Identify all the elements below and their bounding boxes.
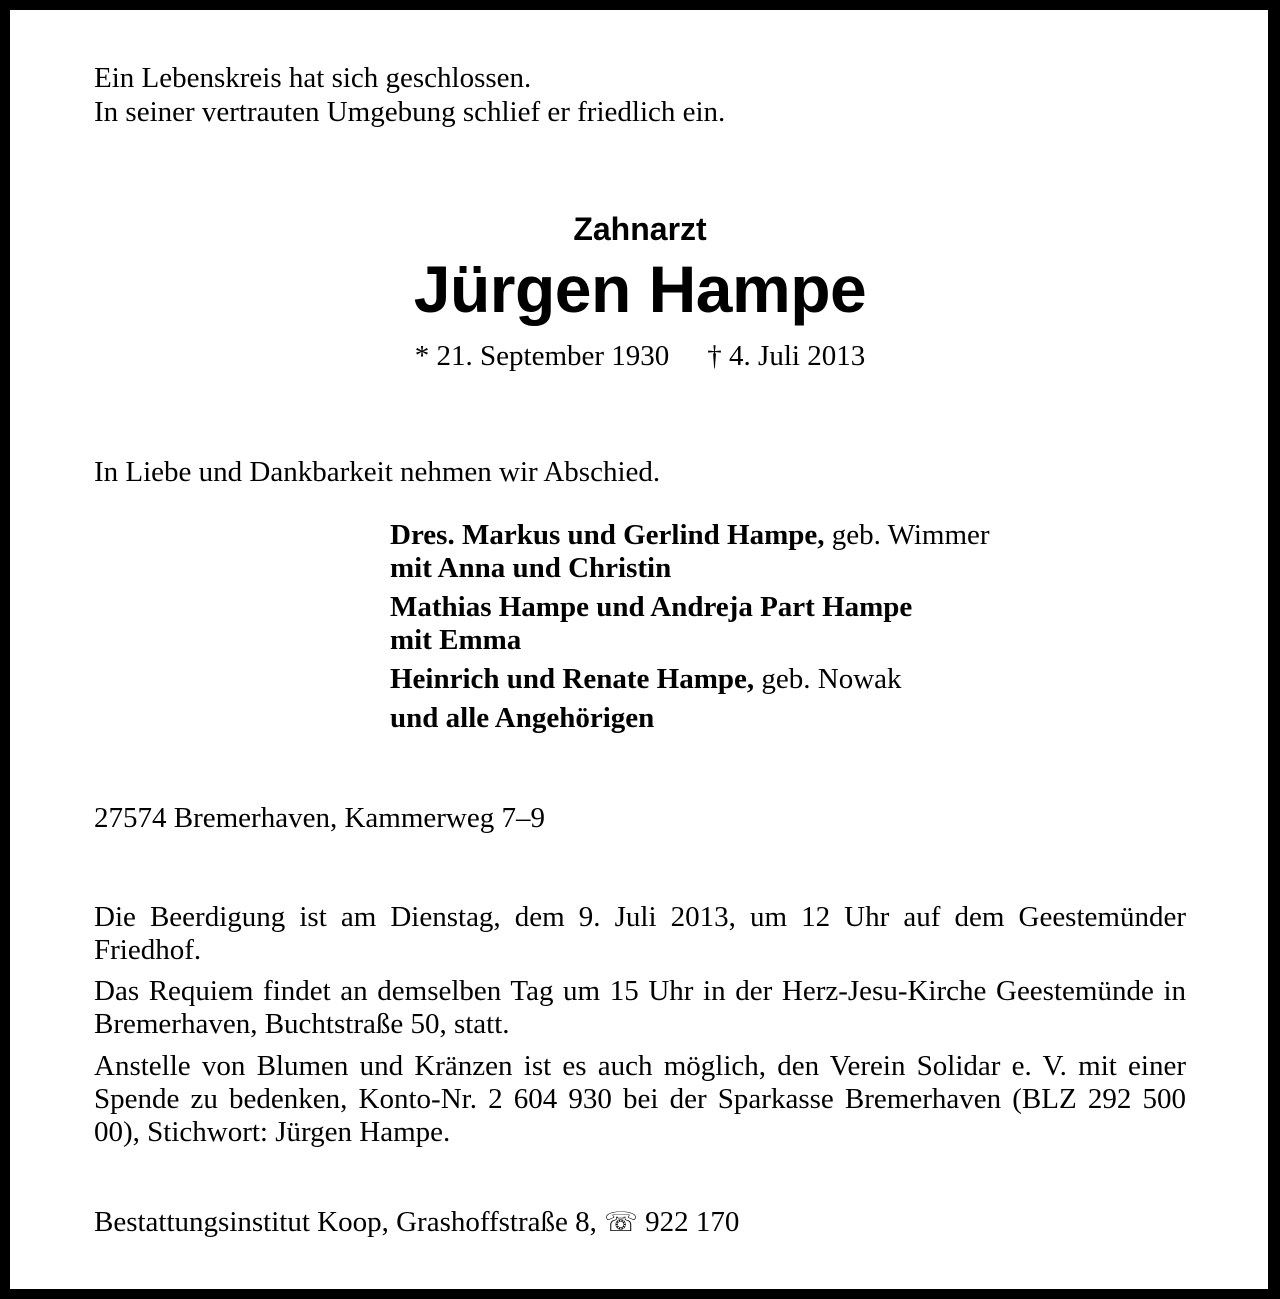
mourner-group <box>390 591 990 657</box>
undertaker-name-address: Bestattungsinstitut Koop, Grashoffstraße 8, <box>94 1206 605 1238</box>
death-date: † 4. Juli 2013 <box>707 340 866 372</box>
donation-notice: Anstelle von Blumen und Kränzen ist es auch möglich, den Verein Solidar e. V. mit einer Spende zu bedenken, Konto-Nr. 2 604 930 bei der Sparkasse Bremerhaven (BLZ 292 500 00), Stichwort: Jürgen Hampe. <box>94 1050 1186 1148</box>
mourners-list <box>390 519 990 735</box>
intro-line-1: Ein Lebenskreis hat sich geschlossen. <box>94 62 532 94</box>
mourner-group <box>390 663 990 696</box>
funeral-notice: Die Beerdigung ist am Dienstag, dem 9. Juli 2013, um 12 Uhr auf dem Geestemünder Friedhof. <box>94 901 1186 966</box>
family-address: 27574 Bremerhaven, Kammerweg 7–9 <box>94 802 545 834</box>
birth-date: * 21. September 1930 <box>414 340 670 372</box>
profession-title: Zahnarzt <box>573 211 707 247</box>
telephone-icon: ☏ <box>604 1207 638 1237</box>
mourner-group <box>390 702 990 735</box>
undertaker-info <box>94 1205 739 1239</box>
mourner-children: mit Anna und Christin <box>390 552 672 584</box>
requiem-notice: Das Requiem findet an demselben Tag um 15 Uhr in der Herz-Jesu-Kirche Geestemünde in Bremerhaven, Buchtstraße 50, statt. <box>94 975 1186 1040</box>
mourner-relatives: und alle Angehörigen <box>390 702 655 734</box>
mourner-group <box>390 519 990 585</box>
deceased-name: Jürgen Hampe <box>413 252 867 326</box>
farewell-text: In Liebe und Dankbarkeit nehmen wir Abschied. <box>94 456 661 488</box>
mourner-names: Heinrich und Renate Hampe, <box>390 663 755 695</box>
mourner-names: Mathias Hampe und Andreja Part Hampe <box>390 591 913 623</box>
mourner-children: mit Emma <box>390 624 522 656</box>
mourner-maiden-name: geb. Wimmer <box>824 519 990 551</box>
life-dates <box>0 339 1280 373</box>
mourner-maiden-name: geb. Nowak <box>754 663 902 695</box>
intro-line-2: In seiner vertrauten Umgebung schlief er friedlich ein. <box>94 96 726 128</box>
undertaker-phone: 922 170 <box>637 1206 740 1238</box>
mourner-names: Dres. Markus und Gerlind Hampe, <box>390 519 825 551</box>
